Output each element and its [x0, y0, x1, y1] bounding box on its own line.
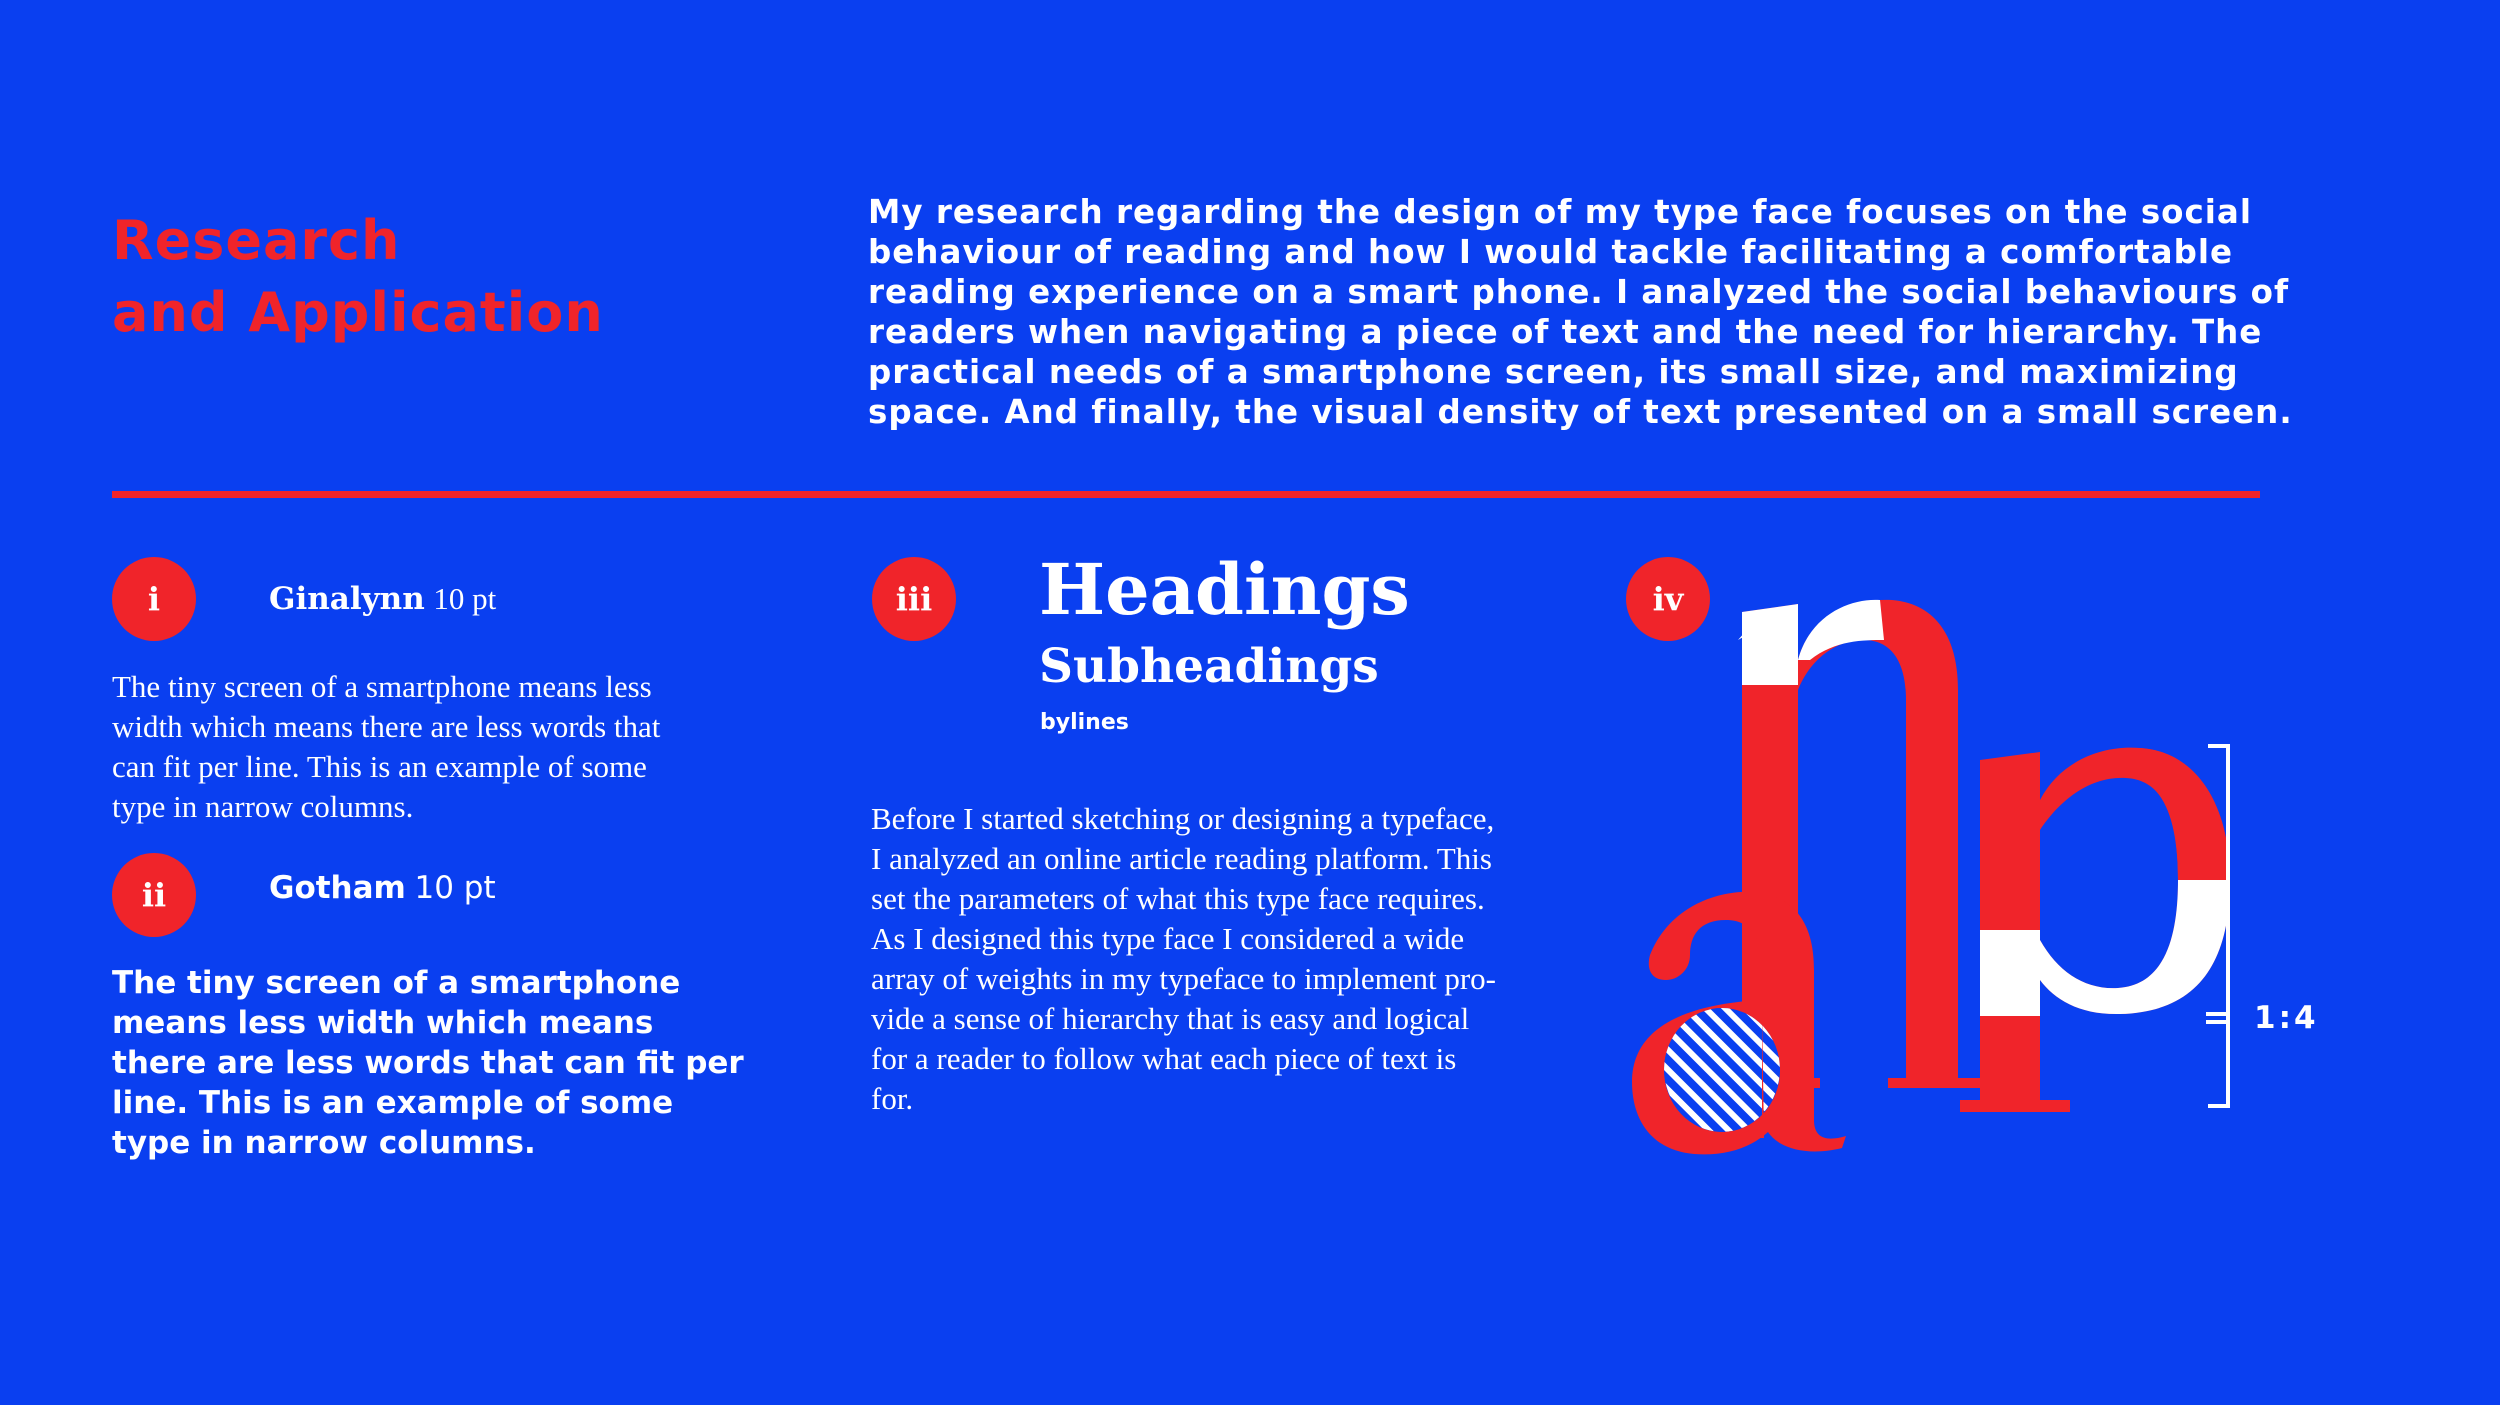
badge-i: i	[112, 557, 196, 641]
letter-p-glyph	[1960, 748, 2230, 1112]
font-label-ginalynn	[269, 579, 496, 619]
intro-paragraph: My research regarding the design of my type face focuses on the social behaviour of reading and how I would tackle facilitating a comfortable reading experience on a smart phone. I analyzed the social behaviours of readers when navigating a piece of text and the need for hierarchy. The practical needs of a smartphone screen, its small size, and maximizing space. And finally, the visual density of text presented on a small screen.	[868, 193, 2293, 431]
ratio-label: 1:4	[2254, 1000, 2319, 1036]
gotham-sample-text: The tiny screen of a smartphone means less width which means there are less words that can fit per line. This is an example of some type in narrow columns.	[112, 965, 744, 1161]
headings-sample: Headings	[1039, 548, 1410, 631]
badge-ii: ii	[112, 853, 196, 937]
letterform-proportion-illustration	[1600, 580, 2260, 1180]
title-line-2: and Application	[112, 281, 604, 344]
letter-a-glyph	[1632, 892, 1846, 1155]
divider-rule	[112, 491, 2260, 498]
font-size-gotham: 10 pt	[414, 870, 496, 906]
font-name-ginalynn: Ginalynn	[269, 581, 425, 617]
subheadings-sample: Subheadings	[1039, 639, 1379, 694]
page-title	[112, 205, 604, 349]
badge-iii: iii	[872, 557, 956, 641]
badge-iv: iv	[1626, 557, 1710, 641]
bylines-sample: bylines	[1040, 710, 1129, 735]
ginalynn-sample-text: The tiny screen of a smartphone means less width which means there are less words that can fit per line. This is an example of some type in narrow columns.	[112, 669, 661, 824]
font-label-gotham	[269, 868, 496, 908]
font-name-gotham: Gotham	[269, 870, 406, 906]
title-line-1: Research	[112, 209, 401, 272]
font-size-ginalynn: 10 pt	[433, 581, 497, 616]
design-process-text: Before I started sketching or designing a typeface, I analyzed an online article reading platform. This set the parameters of what this type face requires. As I designed this type face I considered a wide array of weights in my typeface to implement pro-vide a sense of hierarchy that is easy and logical for a reader to follow what each piece of text is for.	[871, 801, 1496, 1116]
